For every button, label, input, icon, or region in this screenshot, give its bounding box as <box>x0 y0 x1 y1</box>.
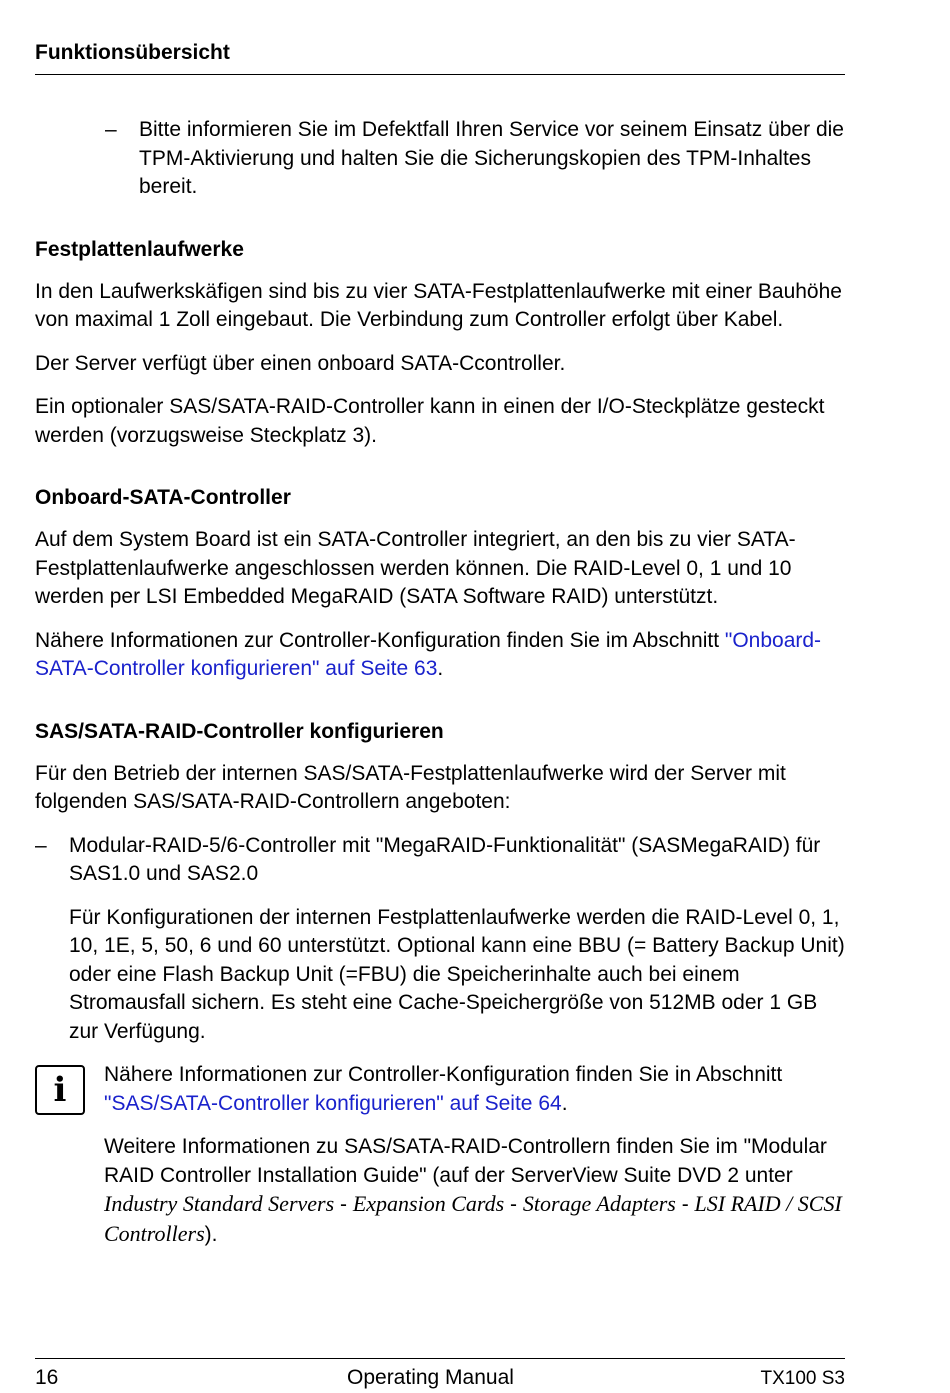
info-note <box>35 1061 850 1249</box>
onboard-config-link[interactable]: "Onboard-SATA-Controller konfigurieren" auf Seite 63 <box>35 628 822 680</box>
page-header <box>35 40 845 75</box>
onboard-p2-end: . <box>437 657 444 680</box>
festplatten-paragraph-1: In den Laufwerkskäfigen sind bis zu vier SATA-Festplattenlaufwerke mit einer Bauhöhe von maximal 1 Zoll eingebaut. Die Verbindung zum Controller erfolgt über Kabel. <box>35 279 842 331</box>
note2-path-4: LSI RAID / SCSI Controllers <box>104 1191 842 1246</box>
list-dash: – <box>35 833 47 857</box>
sas-config-link[interactable]: "SAS/SATA-Controller konfigurieren" auf Seite 64 <box>104 1091 562 1115</box>
sas-paragraph-1: Für den Betrieb der internen SAS/SATA-Festplattenlaufwerke wird der Server mit folgenden SAS/SATA-RAID-Controllern angeboten: <box>35 761 786 813</box>
note2-path-3: Storage Adapters <box>522 1191 676 1216</box>
section-heading-onboard: Onboard-SATA-Controller <box>35 486 291 509</box>
header-title: Funktionsübersicht <box>35 41 230 64</box>
list-dash: – <box>105 118 117 141</box>
page-footer <box>35 1358 845 1393</box>
sas-list-item <box>35 832 850 889</box>
note2-path-1: Industry Standard Servers <box>104 1191 335 1216</box>
onboard-paragraph-2 <box>35 627 850 684</box>
page-number: 16 <box>35 1366 59 1389</box>
note-paragraph-1 <box>104 1061 850 1118</box>
note2-sep-3: - <box>675 1193 695 1216</box>
note1-text: Nähere Informationen zur Controller-Konfiguration finden Sie in Abschnitt <box>104 1063 783 1086</box>
festplatten-paragraph-3: Ein optionaler SAS/SATA-RAID-Controller kann in einen der I/O-Steckplätze gesteckt werden (vorzugsweise Steckplatz 3). <box>35 395 825 447</box>
note2-sep-2: - <box>504 1193 523 1216</box>
onboard-paragraph-1: Auf dem System Board ist ein SATA-Controller integriert, an den bis zu vier SATA-Festplattenlaufwerke angeschlossen werden können. Die RAID-Level 0, 1 und 10 werden per LSI Embedded MegaRAID (SATA Software RAID) unterstützt. <box>35 528 796 608</box>
festplatten-paragraph-2: Der Server verfügt über einen onboard SATA-Ccontroller. <box>35 351 566 375</box>
sas-item-text: Modular-RAID-5/6-Controller mit "MegaRAID-Funktionalität" (SASMegaRAID) für SAS1.0 und SAS2.0 <box>69 833 821 885</box>
sas-item-detail: Für Konfigurationen der internen Festplattenlaufwerke werden die RAID-Level 0, 1, 10, 1E, 5, 50, 6 und 60 unterstützt. Optional kann eine BBU (= Battery Backup Unit) oder eine Flash Backup Unit (=FBU) die Speicherinhalte auch bei einem Stromausfall sichern. Es steht eine Cache-Speichergröße von 512MB oder 1 GB zur Verfügung. <box>69 905 845 1043</box>
note2-end: ). <box>204 1222 218 1246</box>
section-heading-festplatten: Festplattenlaufwerke <box>35 237 244 261</box>
onboard-p2-text: Nähere Informationen zur Controller-Konfiguration finden Sie im Abschnitt <box>35 628 725 652</box>
note2-path-2: Expansion Cards <box>352 1191 505 1216</box>
footer-model: TX100 S3 <box>760 1368 845 1389</box>
note-paragraph-2 <box>104 1133 850 1249</box>
footer-title: Operating Manual <box>347 1366 514 1389</box>
note2-sep-1: - <box>334 1193 353 1216</box>
info-icon: i <box>35 1065 85 1115</box>
note2-text: Weitere Informationen zu SAS/SATA-RAID-Controllern finden Sie im "Modular RAID Controller Installation Guide" (auf der ServerView Suite DVD 2 unter <box>104 1135 827 1187</box>
intro-list-item <box>35 116 850 202</box>
page-content <box>35 116 850 1249</box>
note1-end: . <box>561 1091 568 1115</box>
section-heading-sas: SAS/SATA-RAID-Controller konfigurieren <box>35 719 444 743</box>
intro-text: Bitte informieren Sie im Defektfall Ihren Service vor seinem Einsatz über die TPM-Aktivierung und halten Sie die Sicherungskopien des TPM-Inhaltes bereit. <box>139 118 844 198</box>
